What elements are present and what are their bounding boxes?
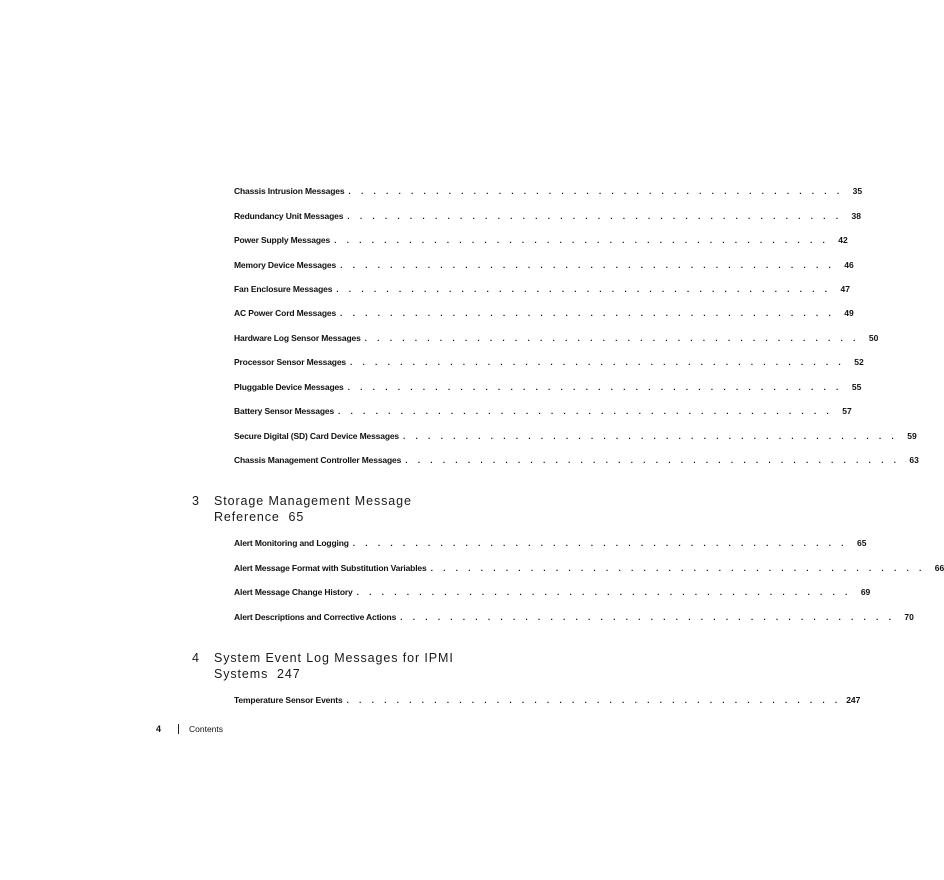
toc-entry-page: 55 bbox=[851, 382, 862, 392]
page-footer bbox=[156, 723, 223, 735]
toc-entry-page: 247 bbox=[846, 695, 861, 705]
toc-entry-label: Chassis Management Controller Messages bbox=[234, 455, 402, 465]
toc-entry[interactable] bbox=[234, 537, 867, 549]
toc-entry-label: Redundancy Unit Messages bbox=[234, 211, 344, 221]
toc-entry-label: Memory Device Messages bbox=[234, 260, 337, 270]
toc-entry[interactable] bbox=[234, 356, 864, 368]
toc-entry-label: Pluggable Device Messages bbox=[234, 382, 344, 392]
toc-leader-dots: . . . . . . . . . . . . . . . . . . . . . . . . . . . . . . . . . . . . . . . . bbox=[334, 235, 829, 245]
toc-entry-page: 52 bbox=[854, 357, 864, 367]
toc-entry-label: Hardware Log Sensor Messages bbox=[234, 333, 361, 343]
toc-entry[interactable] bbox=[234, 185, 863, 197]
toc-entry[interactable] bbox=[234, 332, 879, 344]
toc-entry-label: Alert Message Change History bbox=[234, 587, 353, 597]
chapter-title bbox=[214, 650, 454, 682]
toc-entry-label: Processor Sensor Messages bbox=[234, 357, 347, 367]
toc-entry[interactable] bbox=[234, 405, 852, 417]
toc-entry[interactable] bbox=[234, 307, 854, 319]
toc-entry[interactable] bbox=[234, 694, 861, 706]
toc-leader-dots: . . . . . . . . . . . . . . . . . . . . . . . . . . . . . . . . . . . . . . . . bbox=[400, 612, 895, 622]
toc-entry-label: Secure Digital (SD) Card Device Messages bbox=[234, 431, 400, 441]
toc-entry-label: Alert Monitoring and Logging bbox=[234, 538, 349, 548]
toc-entry[interactable] bbox=[234, 562, 944, 574]
chapter-number: 3 bbox=[192, 494, 200, 508]
toc-entry[interactable] bbox=[234, 430, 917, 442]
toc-entry-page: 59 bbox=[907, 431, 917, 441]
toc-entry-label: Alert Descriptions and Corrective Actions bbox=[234, 612, 397, 622]
chapter-number: 4 bbox=[192, 651, 200, 665]
footer-page-number: 4 bbox=[156, 724, 162, 734]
toc-entry-label: Chassis Intrusion Messages bbox=[234, 186, 345, 196]
toc-entry-label: Temperature Sensor Events bbox=[234, 695, 343, 705]
toc-leader-dots: . . . . . . . . . . . . . . . . . . . . . . . . . . . . . . . . . . . . . . . . bbox=[347, 382, 843, 392]
toc-entry[interactable] bbox=[234, 234, 848, 246]
toc-leader-dots: . . . . . . . . . . . . . . . . . . . . . . . . . . . . . . . . . . . . . . . . bbox=[347, 211, 842, 221]
toc-entry-page: 70 bbox=[904, 612, 914, 622]
toc-leader-dots: . . . . . . . . . . . . . . . . . . . . . . . . . . . . . . . . . . . . . . . . bbox=[430, 563, 926, 573]
chapter-title-text: Storage Management Message Reference bbox=[214, 494, 412, 524]
toc-entry-page: 65 bbox=[856, 538, 867, 548]
toc-entry[interactable] bbox=[234, 454, 919, 466]
toc-leader-dots: . . . . . . . . . . . . . . . . . . . . . . . . . . . . . . . . . . . . . . . . bbox=[350, 357, 845, 367]
toc-leader-dots: . . . . . . . . . . . . . . . . . . . . . . . . . . . . . . . . . . . . . . . . bbox=[346, 695, 842, 705]
toc-leader-dots: . . . . . . . . . . . . . . . . . . . . . . . . . . . . . . . . . . . . . . . . bbox=[338, 406, 833, 416]
toc-leader-dots: . . . . . . . . . . . . . . . . . . . . . . . . . . . . . . . . . . . . . . . . bbox=[405, 455, 900, 465]
chapter-page: 247 bbox=[276, 667, 301, 681]
toc-leader-dots: . . . . . . . . . . . . . . . . . . . . . . . . . . . . . . . . . . . . . . . . bbox=[352, 538, 848, 548]
toc-entry-page: 42 bbox=[838, 235, 848, 245]
toc-leader-dots: . . . . . . . . . . . . . . . . . . . . . . . . . . . . . . . . . . . . . . . . bbox=[340, 260, 835, 270]
toc-entry-label: Alert Message Format with Substitution Variables bbox=[234, 563, 427, 573]
toc-entry[interactable] bbox=[234, 259, 854, 271]
toc-entry-page: 38 bbox=[851, 211, 861, 221]
toc-entry-label: Battery Sensor Messages bbox=[234, 406, 335, 416]
toc-entry-page: 49 bbox=[844, 308, 854, 318]
chapter-title-text: System Event Log Messages for IPMI Systems bbox=[214, 651, 454, 681]
toc-entry-page: 69 bbox=[860, 587, 871, 597]
toc-leader-dots: . . . . . . . . . . . . . . . . . . . . . . . . . . . . . . . . . . . . . . . . bbox=[340, 308, 835, 318]
toc-entry-page: 47 bbox=[840, 284, 850, 294]
toc-leader-dots: . . . . . . . . . . . . . . . . . . . . . . . . . . . . . . . . . . . . . . . . bbox=[336, 284, 831, 294]
toc-entry[interactable] bbox=[234, 381, 862, 393]
toc-entry-label: Fan Enclosure Messages bbox=[234, 284, 333, 294]
toc-entry-page: 46 bbox=[844, 260, 854, 270]
footer-separator bbox=[178, 724, 179, 734]
toc-entry-page: 50 bbox=[868, 333, 879, 343]
toc-entry-label: AC Power Cord Messages bbox=[234, 308, 337, 318]
toc-entry-page: 66 bbox=[934, 563, 944, 573]
toc-leader-dots: . . . . . . . . . . . . . . . . . . . . . . . . . . . . . . . . . . . . . . . . bbox=[364, 333, 860, 343]
toc-entry-page: 57 bbox=[842, 406, 852, 416]
chapter-page: 65 bbox=[288, 510, 305, 524]
toc-leader-dots: . . . . . . . . . . . . . . . . . . . . . . . . . . . . . . . . . . . . . . . . bbox=[348, 186, 844, 196]
toc-leader-dots: . . . . . . . . . . . . . . . . . . . . . . . . . . . . . . . . . . . . . . . . bbox=[403, 431, 898, 441]
toc-leader-dots: . . . . . . . . . . . . . . . . . . . . . . . . . . . . . . . . . . . . . . . . bbox=[356, 587, 852, 597]
chapter-title bbox=[214, 493, 454, 525]
toc-entry-page: 63 bbox=[909, 455, 919, 465]
toc-entry-label: Power Supply Messages bbox=[234, 235, 331, 245]
toc-entry[interactable] bbox=[234, 611, 914, 623]
toc-entry[interactable] bbox=[234, 210, 861, 222]
footer-section-title: Contents bbox=[189, 724, 224, 734]
toc-entry[interactable] bbox=[234, 283, 850, 295]
toc-entry-page: 35 bbox=[852, 186, 863, 196]
toc-entry[interactable] bbox=[234, 586, 871, 598]
